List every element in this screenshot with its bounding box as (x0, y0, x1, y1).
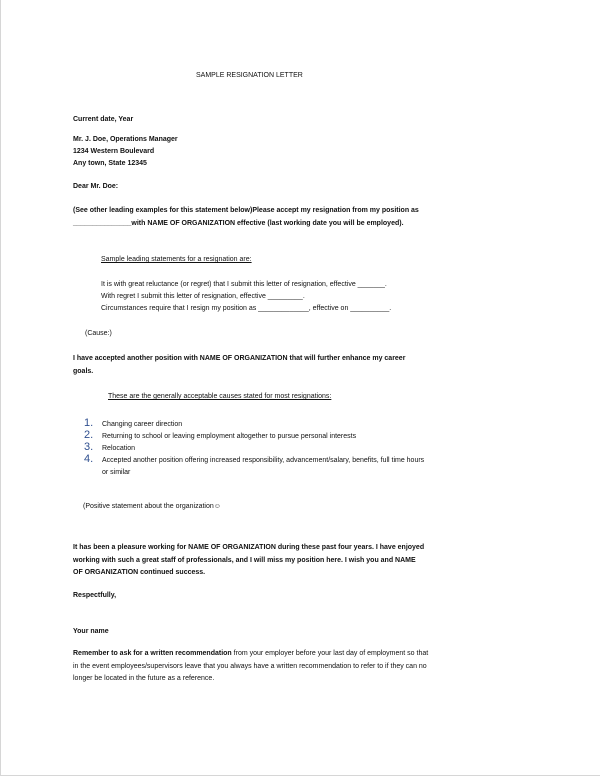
list-number: 1. (84, 417, 94, 429)
accepted-line: goals. (73, 367, 94, 375)
reminder-line (73, 648, 428, 661)
leading-item: With regret I submit this letter of resignation, effective _________. (101, 293, 305, 300)
list-number: 4. (84, 453, 94, 465)
reminder-line: longer be located in the future as a reference. (73, 675, 215, 682)
closing-line: working with such a great staff of professionals, and I will miss my position here. I wish you and NAME (73, 556, 416, 564)
reminder-paragraph (73, 648, 428, 686)
recipient-city: Any town, State 12345 (73, 160, 147, 167)
leading-heading: Sample leading statements for a resignation are: (101, 256, 252, 263)
date-line: Current date, Year (73, 116, 134, 123)
accepted-line: I have accepted another position with NAME OF ORGANIZATION that will further enhance my career (73, 355, 406, 362)
closing-line: It has been a pleasure working for NAME OF ORGANIZATION during these past four years. I have enjoyed (73, 544, 425, 551)
leading-item: Circumstances require that I resign my position as _____________, effective on __________. (101, 305, 392, 312)
closing-line: OF ORGANIZATION continued success. (73, 569, 206, 576)
cause-item: Relocation (102, 445, 136, 452)
cause-item: Accepted another position offering increased responsibility, advancement/salary, benefits, full time hours (102, 457, 425, 464)
intro-line: (See other leading examples for this statement below)Please accept my resignation from my position as (73, 207, 419, 214)
cause-item: Changing career direction (102, 421, 183, 428)
causes-heading: These are the generally acceptable causes stated for most resignations: (108, 393, 332, 400)
intro-paragraph (73, 205, 419, 230)
closing-paragraph (73, 542, 424, 580)
leading-item: It is with great reluctance (or regret) that I submit this letter of resignation, effective _______. (101, 281, 387, 288)
positive-note: (Positive statement about the organization☺ (83, 503, 221, 510)
recipient-name: Mr. J. Doe, Operations Manager (73, 136, 178, 143)
intro-line: _______________with NAME OF ORGANIZATION effective (last working date you will be employed). (73, 219, 404, 227)
reminder-text: from your employer before your last day of employment so that (231, 650, 429, 657)
letter-title: SAMPLE RESIGNATION LETTER (196, 72, 303, 79)
list-number: 2. (84, 429, 94, 441)
accepted-paragraph (73, 353, 405, 378)
reminder-emphasis: Remember to ask for a written recommendation (73, 650, 232, 657)
list-number: 3. (84, 441, 94, 453)
salutation: Dear Mr. Doe: (73, 183, 119, 190)
cause-item-continuation: or similar (102, 469, 131, 476)
cause-note: (Cause:) (85, 330, 112, 337)
recipient-street: 1234 Western Boulevard (73, 148, 155, 155)
reminder-line: in the event employees/supervisors leave that you always have a written recommendation to refer to if they can no (73, 662, 427, 670)
cause-item: Returning to school or leaving employment altogether to pursue personal interests (102, 433, 357, 440)
signature-name: Your name (73, 628, 109, 635)
signoff: Respectfully, (73, 592, 117, 599)
